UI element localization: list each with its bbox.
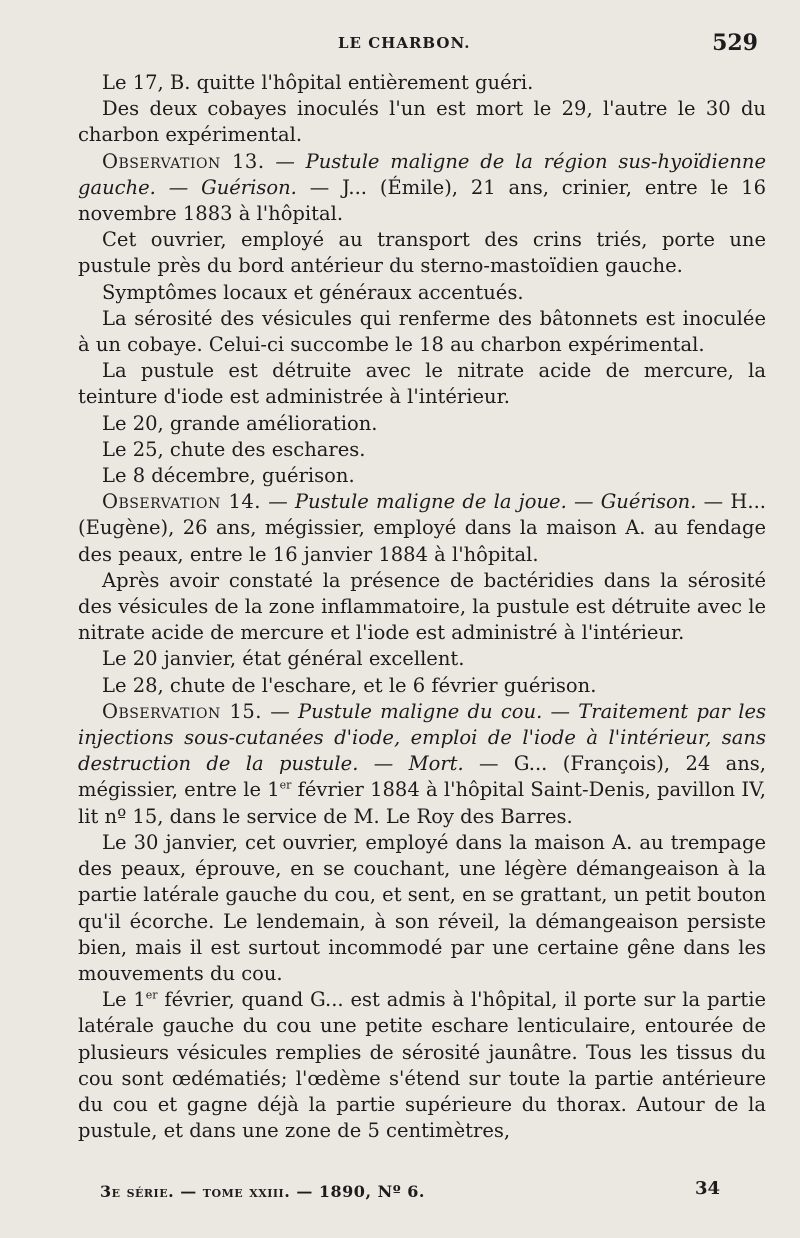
paragraph: Le 30 janvier, cet ouvrier, employé dans la maison A. au trempage des peaux, éprouve, en se couchant, une légère démangeaison à la partie latérale gauche du cou, et sent, en se grattant, un petit bouton qu'il écorche. Le lendemain, à son réveil, la démangeaison persiste bien, mais il est surtout incommodé par une certaine gêne dans les mouvements du cou.	[78, 830, 766, 985]
observation-text: — J... (Émile), 21 ans, crinier, entre le 16 novembre 1883 à l'hôpital.	[78, 175, 766, 226]
observation-title: — Pustule maligne de la région sus-hyoïdienne gauche. — Guérison.	[78, 149, 766, 199]
page-footer	[100, 1178, 720, 1201]
paragraph: Après avoir constaté la présence de bactéridies dans la sérosité des vésicules de la zone inflammatoire, la pustule est détruite avec le nitrate acide de mercure et l'iode est administré à l'intérieur.	[78, 568, 766, 645]
observation-15	[78, 699, 766, 830]
observation-title: — Pustule maligne du cou. — Traitement par les injections sous-cutanées d'iode, emploi de l'iode à l'intérieur, sans destruction de la pustule. — Mort.	[78, 699, 766, 776]
paragraph: La sérosité des vésicules qui renferme des bâtonnets est inoculée à un cobaye. Celui-ci succombe le 18 au charbon expérimental.	[78, 306, 766, 357]
running-title: LE CHARBON.	[338, 34, 471, 52]
paragraph: Des deux cobayes inoculés l'un est mort le 29, l'autre le 30 du charbon expérimental.	[78, 97, 766, 147]
paragraph-text: février, quand G... est admis à l'hôpital, il porte sur la partie latérale gauche du cou une petite eschare lenticulaire, entourée de plusieurs vésicules remplies de sérosité jaunâtre. Tous les tissus du cou sont œdématiés; l'œdème s'étend sur toute la partie antérieure du cou et gagne déjà la partie supérieure du thorax. Autour de la pustule, et dans une zone de 5 centimètres,	[78, 988, 766, 1143]
paragraph: Le 17, B. quitte l'hôpital entièrement guéri.	[102, 71, 534, 94]
superscript: er	[279, 778, 292, 792]
paragraph: La pustule est détruite avec le nitrate acide de mercure, la teinture d'iode est administrée à l'intérieur.	[78, 359, 766, 409]
paragraph: Symptômes locaux et généraux accentués.	[102, 280, 524, 304]
observation-14	[78, 489, 766, 568]
observation-title: — Pustule maligne de la joue. — Guérison.	[268, 490, 697, 514]
observation-text: février 1884 à l'hôpital Saint-Denis, pavillon IV, lit nº 15, dans le service de M. Le Roy des Barres.	[78, 778, 766, 828]
observation-label: Observation 14.	[102, 490, 261, 514]
observation-text: — H... (Eugène), 26 ans, mégissier, employé dans la maison A. au fendage des peaux, entre le 16 janvier 1884 à l'hôpital.	[78, 490, 766, 566]
body-text	[78, 70, 766, 1144]
paragraph-text: Le 1	[102, 988, 146, 1012]
paragraph: Le 8 décembre, guérison.	[102, 464, 355, 488]
paragraph: Cet ouvrier, employé au transport des crins triés, porte une pustule près du bord antérieur du sterno-mastoïdien gauche.	[78, 228, 766, 278]
paragraph: Le 25, chute des eschares.	[102, 437, 366, 461]
observation-text: — G... (François), 24 ans, mégissier, entre le 1	[78, 752, 766, 802]
paragraph	[78, 987, 766, 1144]
superscript: er	[145, 988, 158, 1002]
paragraph: Le 20, grande amélioration.	[102, 411, 378, 435]
observation-label: Observation 13.	[102, 149, 265, 173]
page-number: 529	[712, 30, 758, 56]
signature-mark: 34	[694, 1178, 720, 1199]
paragraph: Le 28, chute de l'eschare, et le 6 février guérison.	[102, 673, 597, 697]
paragraph: Le 20 janvier, état général excellent.	[102, 647, 465, 671]
series-line: 3e série. — tome xxiii. — 1890, Nº 6.	[100, 1182, 425, 1201]
running-head	[78, 30, 766, 64]
observation-13	[78, 149, 766, 228]
observation-label: Observation 15.	[102, 699, 262, 723]
